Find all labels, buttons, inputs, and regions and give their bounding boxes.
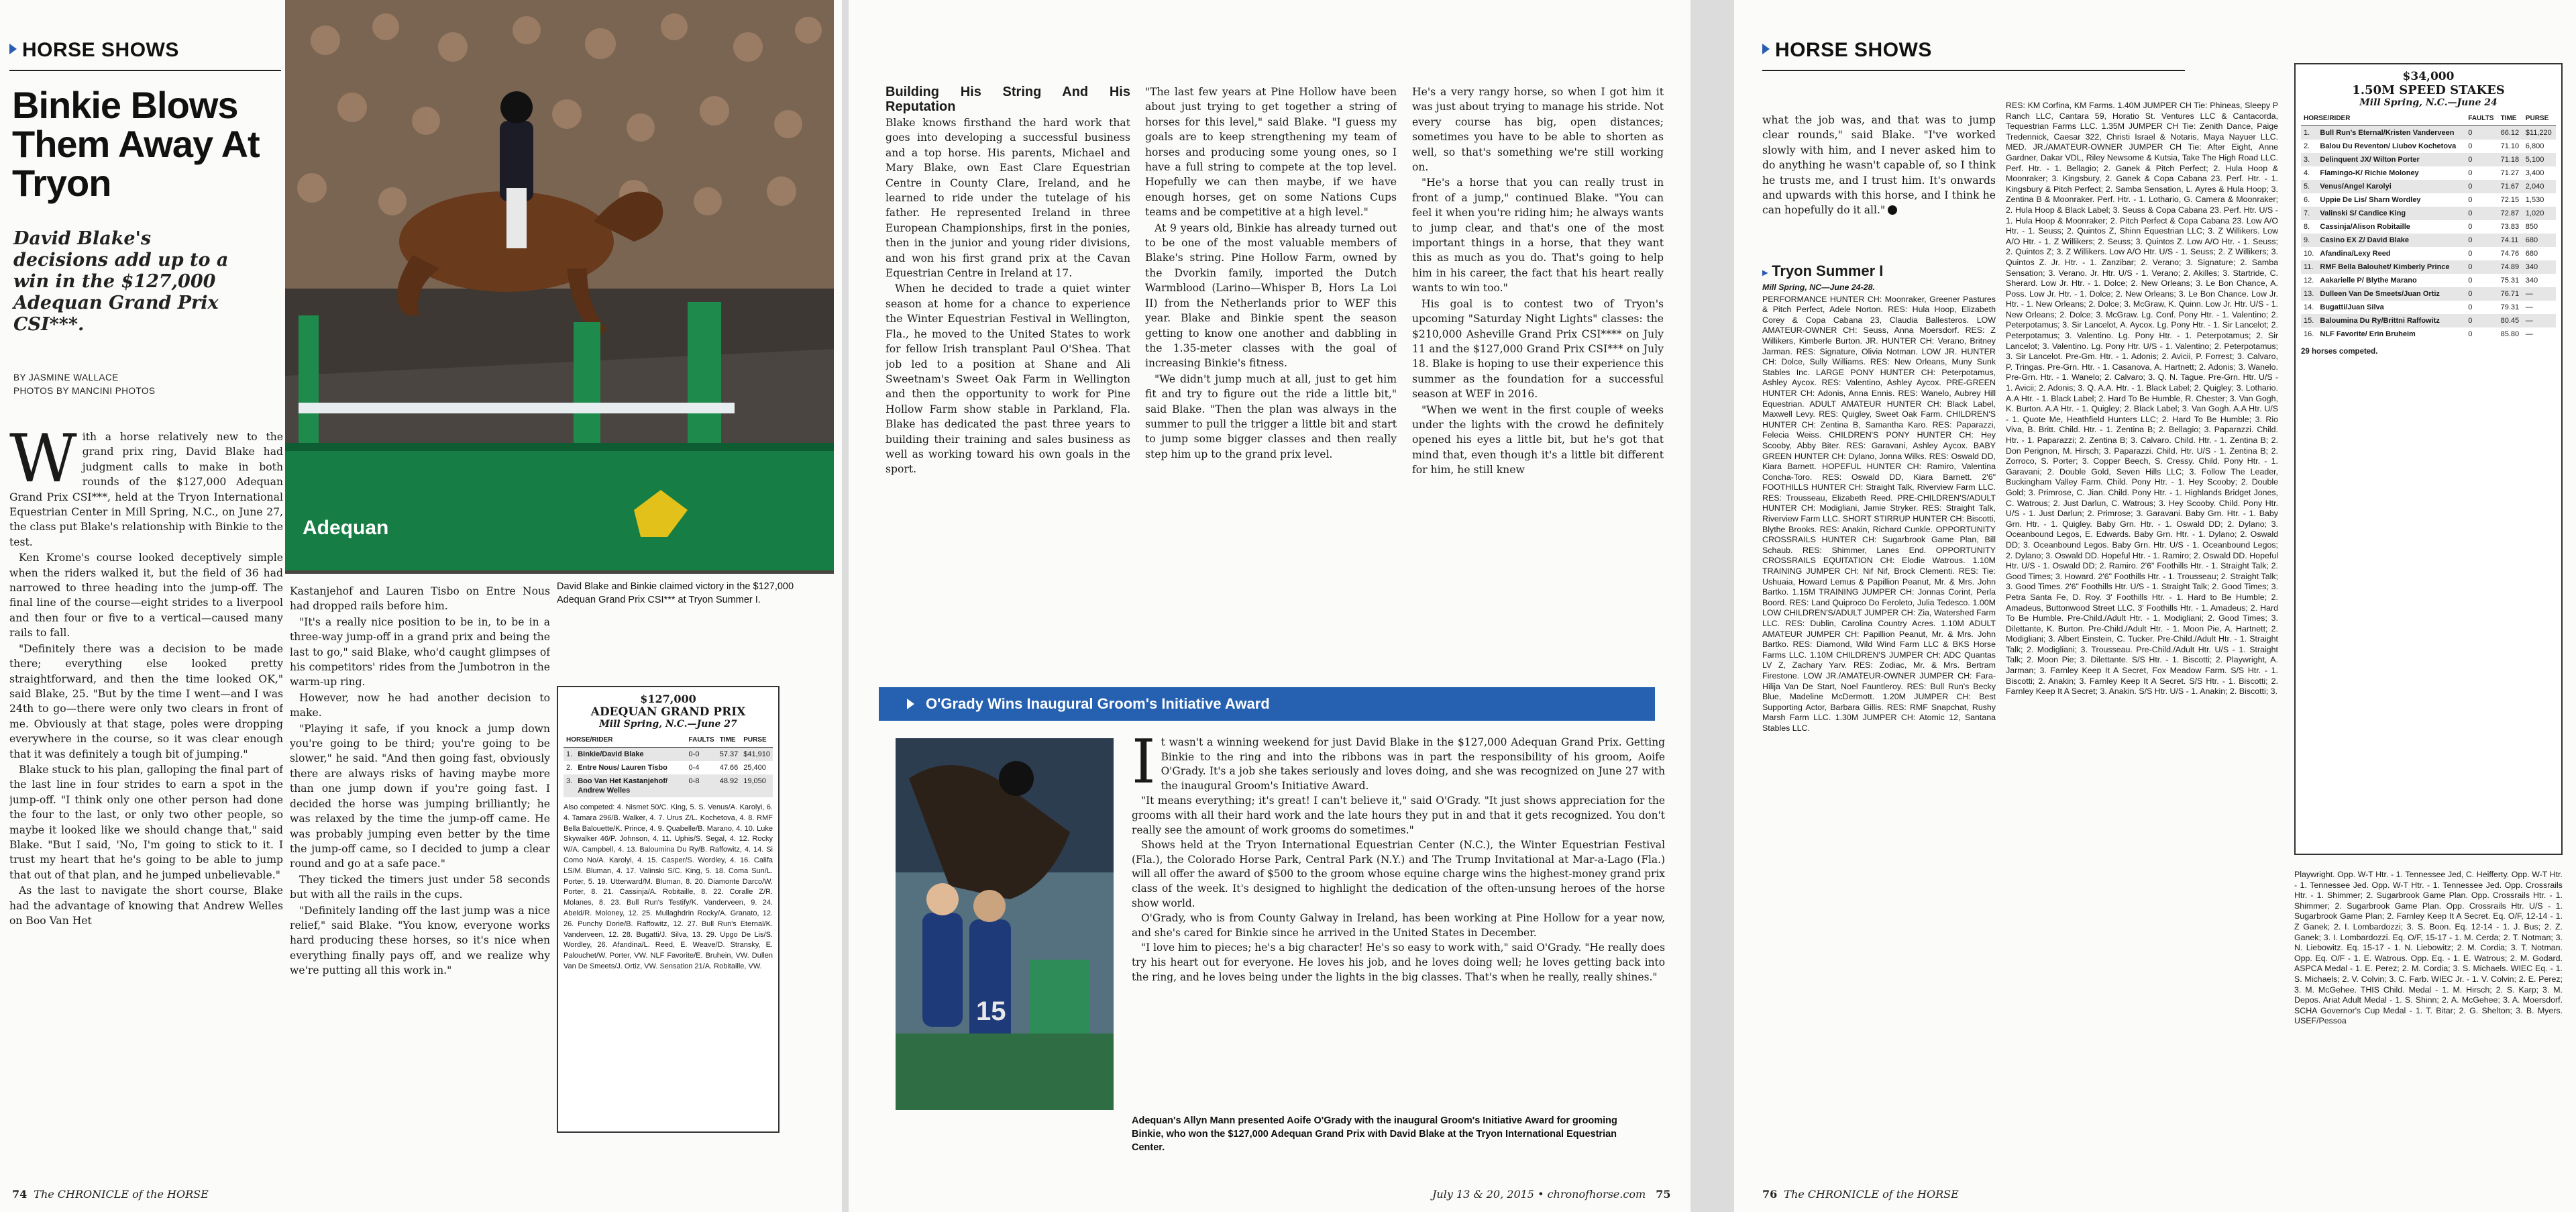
- paragraph: "We didn't jump much at all, just to get him fit and try to figure out the ride a little bit," said Blake. "Then the plan was always in the summer to pull the trigger a little bit and start to jump some bigger classes and then really step him up to the grand prix level.: [1145, 372, 1397, 460]
- results-column-3: [2294, 870, 2563, 1178]
- table-row: 14. Bugatti/Juan Silva 0 79.31 —: [2304, 303, 2533, 311]
- table-row: 12. Aakarielle P/ Blythe Marano 0 75.31 340: [2304, 276, 2538, 285]
- deck: David Blake's decisions add up to a win in the $127,000 Adequan Grand Prix CSI***.: [13, 228, 229, 335]
- also-competed: Also competed: 4. Nismet 50/C. King, 5. S. Venus/A. Karolyi, 6. 4. Tamara 296/B. Walker, 4. 7. Urus Z/L. Kochetova, 4. 8. RMF Bella Balouette/K. Prince, 4. 9. Quabelle/B. Marano, 4. 10. Luke Skywalker 46/P. Johnson, 4. 11. Uphis/S. Segal, 4. 12. Rocky W/A. Campbell, 4. 13. Baloumina Du Ry/B. Raffowitz, 4. 14. Si Como No/A. Karolyi, 4. 15. Casper/S. Wordley, 4. 16. Califa LS/M. Bluman, 4. 17. Valinski S/C. King, 5. 18. Coma Sun/L. Porter, 5. 19. Utterward/M. Bluman, 8. 20. Diamonte Darco/W. Porter, 8. 21. Cassinja/A. Robitaille, 8. 22. Coralle Z/R. Molanes, 8. 23. Bull Run's Testify/K. Vanderveen, 9. 24. Abeld/R. Moloney, 12. 25. Mullaghdrin Rocky/A. Granato, 12. 26. Punchy Dorie/B. Raffowitz, 12. 27. Bull Run's Eternal/K. Vanderveen, 12. 28. Bugatti/J. Silva, 13. 29. Upgo De Lis/S. Wordley, 26. Afandina/L. Reed, E. Weave/D. Stransky, E. Palouchet/W. Porter, VW. NLF Favorite/E. Bruhein, VW. Dullen Van De Smeets/J. Ortiz, VW. Sensation 21/A. Robitaille, VW.: [564, 803, 773, 970]
- paragraph: "Definitely there was a decision to be made there; everything else looked pretty straightforward, and then the time looked OK," said Blake, 25. "But by the time I went—and I was 24th to go—there were only two clears in front of me. Obviously at that stage, poles were dropping everywhere in the course, so it was clear enough that it was definitely a tough bit of jumping.": [9, 642, 283, 760]
- results-text: Playwright. Opp. W-T Htr. - 1. Tennessee Jed, C. Heifferty. Opp. W-T Htr. - 1. Tennessee Jed. Opp. W-T Htr. - 1. Tennessee Jed. Opp. Crossrails Htr. - 1. Shimmer; 2. Sugarbrook Game Plan. Opp. Crossrails Htr. - 1. Shimmer; 2. Sugarbrook Game Plan. Opp. Crossrails Htr. U/S - 1. Sugarbrook Game Plan; 2. Farnley Keep It A Secret. Eq. O/F, 12-14 - 1. Z Ganek; 2. I. Lombardozzi; 3. S. Boon. Eq. 12-14 - 1. J. Bus; 2. Z. Ganek; 3. I. Lombardozzi. Eq. O/F, 15-17 - 1. M. Cerda; 2. T. Notman; 3. N. Liebowitz. Eq. 15-17 - 1. N. Liebowitz; 2. M. Cordia; 3. T. Notman. Opp. Eq. O/F - 1. E. Watrous. Opp. Eq. - 1. E. Watrous; 2. M. Godard. ASPCA Medal - 1. E. Perez; 2. M. Cordia; 3. S. Michaels. WIEC Eq. - 1. S. Michaels; 2. V. Colvin; 3. C. Farb. WIEC Jr. - 1. V. Colvin; 2. E. Perez; 3. M. McGehee. THIS Child. Medal - 1. M. Hirsch; 2. S. Karp; 3. M. Depos. Ariat Adult Medal - 1. S. Shinn; 2. A. McGehee; 3. A. Moersdorf. SCHA Governor's Cup Medal - 1. T. Bitar; 2. G. Shelton; 3. B. Myers. USEF/Pessoa: [2294, 870, 2563, 1026]
- photo-caption: David Blake and Binkie claimed victory in the $127,000 Adequan Grand Prix CSI*** at Tryon Summer I.: [557, 581, 794, 605]
- dropcap: I: [1132, 736, 1156, 797]
- paragraph: Kastanjehof and Lauren Tisbo on Entre Nous had dropped rails before him.: [290, 585, 550, 613]
- table-row: 2. Balou Du Reventon/ Liubov Kochetova 0 71.10 6,800: [2304, 142, 2544, 150]
- table-row: 1. Bull Run's Eternal/Kristen Vanderveen 0 66.12 $11,220: [2301, 126, 2556, 140]
- article-column-2: [1145, 85, 1397, 742]
- section-label: HORSE SHOWS: [9, 39, 179, 62]
- story-conclusion: [1762, 113, 1996, 248]
- results-text: PERFORMANCE HUNTER CH: Moonraker, Greener Pastures & Pitch Perfect, Adele Norton. RES: Hula Hoop, Elizabeth Corey & Copa Cabana 23, Claudia Ballesteros. LOW AMATEUR-OWNER CH: Seuss, Anna Moersdorf. RES: Z Willikers, Kimberle Burton. JR. HUNTER CH: Verano, Britney Jarman. RES: Signature, Olivia Notman. LOW JR. HUNTER CH: Dolce, Sully Williams. RES: New Orleans, Muny Sunk Stables Inc. LARGE PONY HUNTER CH: Peterpotamus, Ashley Aycox. RES: Valentino, Ashley Aycox. PRE-GREEN HUNTER CH: Adonis, Anna Ennis. RES: Wanelo, Aubrey Hill Equestrian. ADULT AMATEUR HUNTER CH: Black Label, Maxwell Levy. RES: Quigley, Sweet Oak Farm. CHILDREN'S HUNTER CH: Zentina B, Samantha Karo. RES: Paparazzi, Felecia Weiss. CHILDREN'S PONY HUNTER CH: Hey Scooby, Abby Biter. RES: Garavani, Ashley Aycox. BABY GREEN HUNTER CH: Dylano, Jonna Wilks. RES: Oswald DD, Kiara Barnett. HOPEFUL HUNTER CH: Ramiro, Valentina Concha-Toro. RES: Oswald DD, Kiara Barnett. 2'6" FOOTHILLS HUNTER CH: Straight Talk, Riverview Farm LLC. RES: Trousseau, Elizabeth Reed. PRE-CHILDREN'S/ADULT HUNTER CH: Modigliani, Jamie Stryker. RES: Straight Talk, Riverview Farm LLC. SHORT STIRRUP HUNTER CH: Biscotti, Blythe Brooks. RES: Anakin, Richard Cunkle. OPPORTUNITY CROSSRAILS HUNTER CH: Sugarbrook Game Plan, Bill Schaub. RES: Shimmer, Lanes End. OPPORTUNITY CROSSRAILS EQUITATION CH: Elodie Watrous. 1.10M TRAINING JUMPER CH: Nif Nif, Brock Clementi. RES: Tie: Ushuaia, Howard Lemus & Papillion Peanut, Mr. & Mrs. John Bartko. 1.15M TRAINING JUMPER CH: Jonnas Corint, Perla Boord. RES: Land Quiproco Do Feroleto, Julia Tedesco. 1.00M LOW CHILDREN'S/ADULT JUMPER CH: Zia, Watershed Farm LLC. RES: Dublin, Carolina Country Acres. 1.10M ADULT AMATEUR JUMPER CH: Papillion Peanut, Mr. & Mrs. John Bartko. RES: Diamond, Wild Wind Farm LLC & BKS Horse Farms LLC. 1.10M CHILDREN'S JUMPER CH: ADC Quantas LV Z, Zachary Yarv. RES: Zodiac, Mr. & Mrs. Bertram Firestone. LOW JR./AMATEUR-OWNER JUMPER CH: Fara-Hilija Van De Start, Noel Fauntleroy. RES: Bull Run's Becky Blue, Madeline McDermott. 1.20M JUMPER CH: Best Supporting Actor, Barbara Gillis. RES: RMF Snapchat, Rushy Marsh Farm LLC. 1.30M JUMPER CH: Atomic 12, Santana Stables LLC.: [1762, 294, 1996, 733]
- results-title: ▸ Tryon Summer I: [1762, 262, 1884, 279]
- results-table: [564, 734, 773, 797]
- table-row: 9. Casino EX Z/ David Blake 0 74.11 680: [2301, 234, 2556, 247]
- article-column-1: [885, 85, 1130, 742]
- article-column-3: [1412, 85, 1664, 742]
- paragraph: "He's a horse that you can really trust in front of a jump," continued Blake. "You can feel it when you're riding him; he always wants to jump clear, and that's one of the most important things in a horse, that they want this as much as you do. That's going to help him in his career, the fact that his heart really wants to win too.": [1412, 176, 1664, 295]
- paragraph: what the job was, and that was to jump clear rounds," said Blake. "I've worked slowly with him, and I never asked him to do anything he wasn't capable of, so I think he trusts me, and I trust him. It's onwards and upwards with this horse, and I think he can hopefully do it all.": [1762, 114, 1996, 217]
- box-title: 1.50M SPEED STAKES: [2352, 83, 2505, 97]
- box-purse: $34,000: [2402, 70, 2455, 83]
- groom-award-photo: [896, 738, 1114, 1110]
- paragraph: "Playing it safe, if you knock a jump down you're going to be third; you're going to be slower," he said. "And then going fast, obviously there are always risks of having maybe more than one jump down if you're going fast. I decided the horse was jumping brilliantly; he was relaxed by the time the jump-off came. He was probably jumping even better by the time the jump-off came, so I decided to jump a clear round and go at a safe pace.": [290, 722, 550, 870]
- table-row: 2. Entre Nous/ Lauren Tisbo 0-4 47.66 25,400: [566, 764, 766, 772]
- paragraph: At 9 years old, Binkie has already turned out to be one of the most valuable members of Blake's string. Pine Hollow Farm, owned by the Dvorkin family, imported the Dutch Warmblood (Larino—Whisper B, Hors La Loi II) from the Netherlands prior to WEF this year. Blake and Binkie spent the season getting to know one another and dabbling in the 1.35-meter classes with the goal of increasing Binkie's fitness.: [1145, 221, 1397, 370]
- article-column-1: [9, 430, 283, 1188]
- lead-paragraph: With a horse relatively new to the grand prix ring, David Blake had judgment calls to make in both rounds of the $127,000 Adequan Grand Prix CSI***, held at the Tryon International Equestrian Center in Mill Spring, N.C., on June 27, the class put Blake's relationship with Binkie to the test.: [9, 430, 283, 548]
- results-column-1: [1762, 262, 1996, 1181]
- results-column-2: [2006, 101, 2278, 1181]
- paragraph: "I love him to pieces; he's a big character! He's so easy to work with," said O'Grady. "He really does try his heart out for everyone. He loves his job, and he loves doing well; he loves getting back into the ring, and he loves being under the lights in the big classes. That's when he really, really shines.": [1132, 942, 1665, 983]
- speed-results-table: [2301, 112, 2556, 341]
- byline-photos: PHOTOS BY MANCINI PHOTOS: [13, 386, 156, 396]
- paragraph: As the last to navigate the short course, Blake had the advantage of knowing that Andrew Welles on Boo Van Het: [9, 885, 283, 927]
- table-row: 6. Uppie De Lis/ Sharn Wordley 0 72.15 1,530: [2304, 196, 2544, 204]
- page-number: 74: [12, 1188, 28, 1201]
- table-row: 11. RMF Bella Balouhet/ Kimberly Prince 0 74.89 340: [2301, 260, 2556, 274]
- speed-stakes-box: [2294, 63, 2563, 855]
- page-number: 75: [1656, 1188, 1671, 1201]
- page-number: 76: [1762, 1188, 1778, 1201]
- paragraph: "It means everything; it's great! I can't believe it," said O'Grady. "It just shows appreciation for the grooms with all their hard work and the late hours they put in and that it gets recognized. You don't really see the amount of work grooms do sometimes.": [1132, 795, 1665, 836]
- table-row: 8. Cassinja/Alison Robitaille 0 73.83 850: [2304, 223, 2538, 231]
- folio: [1432, 1188, 1677, 1201]
- svg-text:15: 15: [976, 997, 1006, 1026]
- box-subtitle: Mill Spring, N.C.—June 27: [599, 719, 737, 729]
- folio: [12, 1188, 209, 1201]
- magazine-name: The CHRONICLE of the HORSE: [1784, 1188, 1959, 1201]
- table-row: 13. Dulleen Van De Smeets/Juan Ortiz 0 76.71 —: [2301, 287, 2556, 301]
- paragraph: They ticked the timers just under 58 seconds but with all the rails in the cups.: [290, 873, 550, 901]
- section-label: HORSE SHOWS: [1762, 39, 1932, 62]
- paragraph: "It's a really nice position to be in, to be in a three-way jump-off in a grand prix and being the last to go," said Blake, who'd caught glimpses of his competitors' rides from the Jumbotron in the warm-up ring.: [290, 615, 550, 689]
- box-purse: $127,000: [640, 693, 696, 705]
- table-row: 4. Flamingo-K/ Richie Moloney 0 71.27 3,400: [2304, 169, 2544, 177]
- folio: [1762, 1188, 1959, 1201]
- paragraph: Blake stuck to his plan, galloping the final part of the last line in four strides to earn a spot in the jump-off. "I think only one other person had done the four to the last, or only two other people, so maybe it looked like we should change that," said Blake. "But I said, 'No, I'm going to stick to it. I trust my heart that he's going to be able to jump that out of that plan, and he jumped unbelievable.": [9, 763, 283, 881]
- paragraph: His goal is to contest two of Tryon's upcoming "Saturday Night Lights" classes: the $210,000 Asheville Grand Prix CSI**** on July 11 and the $127,000 Grand Prix CSI*** on July 18. Blake is hoping to use their experience this summer as the foundation for a successful season at WEF in 2016.: [1412, 297, 1664, 401]
- table-row: 1. Binkie/David Blake 0-0 57.37 $41,910: [564, 748, 773, 762]
- sidebar-article: [1132, 736, 1665, 1109]
- box-subtitle: Mill Spring, N.C.—June 24: [2359, 97, 2498, 108]
- subhead: Building His String And His Reputation: [885, 85, 1130, 114]
- photo-illustration: [285, 0, 834, 574]
- grand-prix-results-box: [557, 686, 780, 1133]
- issue-date: July 13 & 20, 2015 • chronofhorse.com: [1432, 1188, 1646, 1201]
- headline: Binkie Blows Them Away At Tryon: [12, 84, 260, 204]
- table-row: 3. Boo Van Het Kastanjehof/ Andrew Welles 0-8 48.92 19,050: [564, 774, 773, 797]
- box-title: ADEQUAN GRAND PRIX: [590, 705, 746, 719]
- paragraph: "Definitely landing off the last jump was a nice relief," said Blake. "You know, everyone works hard producing these horses, so it's nice when everything finally pays off, and we realize why we're putting all this work in.": [290, 904, 550, 977]
- page-75: [849, 0, 1690, 1212]
- article-column-2: [290, 584, 550, 1188]
- table-header: HORSE/RIDER FAULTS TIME PURSE: [2301, 112, 2556, 126]
- dropcap: W: [9, 430, 77, 497]
- table-row: 7. Valinski S/ Candice King 0 72.87 1,020: [2301, 207, 2556, 220]
- table-row: 15. Baloumina Du Ry/Brittni Raffowitz 0 80.45 —: [2301, 314, 2556, 327]
- results-subtitle: Mill Spring, NC—June 24-28.: [1762, 283, 1875, 292]
- table-row: 5. Venus/Angel Karolyi 0 71.67 2,040: [2301, 180, 2556, 193]
- table-row: 3. Delinquent JX/ Wilton Porter 0 71.18 5,100: [2301, 153, 2556, 166]
- paragraph: Ken Krome's course looked deceptively simple when the riders walked it, but the field of 36 had narrowed to three heading into the jump-off. The final line of the course—eight strides to a liverpool and then four or five to a vertical—caused many rails to fall.: [9, 552, 283, 640]
- end-mark-icon: [1888, 205, 1897, 215]
- paragraph: When he decided to trade a quiet winter season at home for a chance to experience the Winter Equestrian Festival in Wellington, Fla., he moved to the United States to work for fellow Irish transplant Paul O'Shea. That job led to a position at Shane and Ali Sweetnam's Sweet Oak Farm in Wellington and then the opportunity to work for Pine Hollow Farm show stable in Parkland, Fla. Blake has dedicated the past three years to building their training and sales business as well as working toward his own goals in the sport.: [885, 283, 1130, 476]
- sidebar-banner: O'Grady Wins Inaugural Groom's Initiative Award: [879, 687, 1655, 721]
- table-row: 10. Afandina/Lexy Reed 0 74.76 680: [2304, 250, 2538, 258]
- paragraph: He's a very rangy horse, so when I got him it was just about trying to manage his stride. Not every course has big, open distances; sometimes you have to be able to shorten as well, so that's something we're still working on.: [1412, 86, 1664, 174]
- paragraph: However, now he had another decision to make.: [290, 691, 550, 719]
- table-header: HORSE/RIDER FAULTS TIME PURSE: [564, 734, 773, 748]
- table-row: 16. NLF Favorite/ Erin Bruheim 0 85.80 —: [2304, 330, 2533, 338]
- page-76: [1734, 0, 2576, 1212]
- section-rule: [9, 70, 281, 71]
- byline-writer: BY JASMINE WALLACE: [13, 372, 119, 383]
- box-note: 29 horses competed.: [2301, 348, 2378, 356]
- photo-illustration: [896, 738, 1114, 1110]
- paragraph: "When we went in the first couple of weeks under the lights with the crowd he definitely opened his eyes a little bit, but he's got that mind that, even though it's a little bit different for him, he still knew: [1412, 403, 1664, 476]
- sidebar-caption: Adequan's Allyn Mann presented Aoife O'Grady with the inaugural Groom's Initiative Award for grooming Binkie, who won the $127,000 Adequan Grand Prix with David Blake at the Tryon International Equestrian Center.: [1132, 1115, 1617, 1153]
- photo-banner-text: Adequan: [303, 517, 389, 539]
- paragraph: "The last few years at Pine Hollow have been about just trying to get together a string of horses for this level," said Blake. "I guess my goals are to keep strengthening my team of horses and producing some young ones, so I have a full string to compete at the top level. Hopefully we can then maybe, if we have enough horses, get on some Nations Cups teams and be competitive at a high level.": [1145, 86, 1397, 219]
- show-jumping-photo: [285, 0, 834, 574]
- results-text: RES: KM Corfina, KM Farms. 1.40M JUMPER CH Tie: Phineas, Sleepy P Ranch LLC, Cantara 59, Horatio St. Ventures LLC & Cantacorda, Tequestrian Farms LLC. 1.35M JUMPER CH Tie: Zenith Dance, Paige Tredennick, Caesar 322, Christi Israel & Notaris, Maya Nayuer LLC. MED. JR./AMATEUR-OWNER JUMPER CH Tie: After Eight, Anne Gardner, Dakar VDL, Riley Newsome & Kutsia, Take The High Road LLC. Perf. Htr. - 1. Bellagio; 2. Ganek & Pitch Perfect; 2. Hula Hoop & Moonraker; 3. Kingsbury, 2. Ganek & Copa Cabana 23. Perf. Htr. - 1. Kingsbury & Pitch Perfect; 2. Samba Sensation, L. Ayres & Hula Hoop; 3. Zentina B & Moonraker. Perf. Htr. - 1. Lothario, G. Camera & Moonraker; 2. Hula Hoop & Black Label; 3. Seuss & Copa Cabana 23. Perf. Htr. U/S - 1. Hula Hoop & Moonraker; 2. Pitch Perfect & Copa Cabana 23. Low A/O Htr. - 1. Seuss; 2. Quintos Z, Shinn Equestrian LLC; 3. Z Willikers. Low A/O Htr. - 1. Z Willikers; 2. Seuss; 3. Quintos Z. Low A/O Htr. - 1. Seuss; 2. Quintos Z; 3. Z Willikers. Low A/O Htr. U/S - 1. Seuss; 2. Z Willikers; 3. Quintos Z. Jr. Htr. - 1. Zanzibar; 2. Verano; 3. Signature; 2. Samba Sensation; 3. Verano. Jr. Htr. U/S - 1. Verano; 2. Akilles; 3. Startride, C. Sherard. Low Jr. Htr. - 1. Dolce; 2. New Orleans; 3. Le Bon Chance, A. Poss. Low Jr. Htr. - 1. Dolce; 2. New Orleans; 3. Le Bon Chance. Low Jr. Htr. - 1. New Orleans; 2. Dolce; 3. McGraw, K. Quinn. Low Jr. Htr. U/S - 1. New Orleans; 2. Dolce; 3. McGraw. Lg. Conf. Pony Htr. - 1. Valentino; 2. Peterpotamus; 3. Sir Lancelot, A. Aycox. Lg. Pony Htr. - 1. Sir Lancelot; 2. Peterpotamus; 3. Valentino. Lg. Pony Htr. - 1. Peterpotamus; 2. Sir Lancelot; 3. Valentino. Lg. Pony Htr. U/S - 1. Valentino; 2. Peterpotamus; 3. Sir Lancelot. Pre-Gm. Htr. - 1. Adonis; 2. Avicii, P. Forrest; 3. Calvaro, P. Tringas. Pre-Grn. Htr. - 1. Casanova, A. Hartnett; 2. Adonis; 3. Wanelo. Pre-Grn. Htr. - 1. Wanelo; 2. Calvaro; 3. Q. N. Tague. Pre-Grn. Htr. U/S - 1. Avicii; 2. Adonis; 3. Q. A.A. Htr. - 1. Black Label; 2. Quigley; 3. Lothario. A.A Htr. - 1. Black Label; 2. Hard To Be Humble, R. Chester; 3. Van Gogh, K. Burton. A.A Htr. - 1. Quigley; 2. Black Label; 3. Van Gogh. A.A Htr. U/S - 1. Quote Me, Heathfield Hunters LLC; 2. Hard To Be Humble; 3. Rio Viva, B. Britt. Child. Htr. - 1. Zentina B; 2. Bellagio; 3. Paparazzi. Child. Htr. - 1. Paparazzi; 2. Zentina B; 3. Calvaro. Child. Htr. - 1. Zentina B; 2. Don Perignon, M. Hirsch; 3. Paparazzi. Child. Htr. U/S - 1. Zentina B; 2. Zorroco, S. Porter; 3. Copper Beech, S. Cressy. Child. Pony Htr. - 1. Garavani; 2. Double Gold, Seven Hills LLC; 3. Follow The Leader, Buckingham Valley Farm. Child. Pony Htr. - 1. Hey Scooby; 2. Double Gold; 3. Primrose, C. Jian. Child. Pony Htr. - 1. Highlands Bridget Jones, C. Watrous; 2. Just Darlun, C. Watrous; 3. Hey Scooby. Child. Pony Htr. U/S - 1. Just Darlun; 2. Primrose; 3. Garavani. Baby Grn. Htr. - 1. Baby Grn. Htr. - 1. Quigley. Baby Grn. Htr. - 1. Oswald DD; 2. Dylano; 3. Oceanbound Legos, E. Edwards. Baby Grn. Htr. - 1. Dylano; 2. Oswald DD; 3. Oceanbound Legos. Baby Grn. Htr. U/S - 1. Oceanbound Legos; 2. Dylano; 3. Oswald DD. Hopeful Htr. - 1. Ramiro; 2. Oswald DD. Hopeful Htr. U/S - 1. Oswald DD; 2. Ramiro. 2'6" Foothills Htr. - 1. Straight Talk; 2. Good Times; 3. Howard. 2'6" Foothills Htr. - 1. Trousseau; 2. Straight Talk; 3. Good Times. 2'6" Foothills Htr. U/S - 1. Straight Talk; 2. Good Times; 3. Petra Santa Fe, D. Roy. 3' Foothills Htr. - 1. Hard to Be Humble; 2. Amadeus, Buttonwood Street LLC. 3' Foothills Htr. - 1. Amadeus; 2. Hard To Be Humble. Pre-Child./Adult Htr. - 1. Modigliani; 2. Good Times; 3. Dilettante, K. Burton. Pre-Child./Adult Htr. - 1. Moon Pie, A. Hartnett; 2. Modigliani; 3. Albert Einstein, C. Tucker. Pre-Child./Adult Htr. - 1. Straight Talk; 2. Modigliani; 3. Trousseau. Pre-Child./Adult Htr. U/S - 1. Straight Talk; 2. Moon Pie; 3. Dilettante. S/S Htr. - 1. Biscotti; 2. Playwright, A. Jarman; 3. Farnley Keep It A Secret, Fox Meadow Farm. S/S Htr. - 1. Biscotti; 2. Anakin; 3. Farnley Keep It A Secret. S/S Htr. - 1. Biscotti; 2. Farnley Keep It A Secret; 3. Anakin. S/S Htr. U/S - 1. Anakin; 2. Biscotti; 3.: [2006, 101, 2278, 697]
- paragraph: Blake knows firsthand the hard work that goes into developing a successful business and a top horse. His parents, Michael and Mary Blake, own East Clare Equestrian Centre in County Clare, Ireland, and he learned to ride under the tutelage of his father. He represented Ireland in three European Championships, first in the ponies, then in the junior and young rider divisions, and won his first grand prix at the Cavan Equestrian Centre in Ireland at 17.: [885, 117, 1130, 280]
- page-74: [0, 0, 842, 1212]
- sidebar-lead: It wasn't a winning weekend for just David Blake in the $127,000 Adequan Grand Prix. Getting Binkie to the ring and into the ribbons was in part the responsibility of his groom, Aoife O'Grady. It's a job she takes seriously and loves doing, and she was recognized on June 27 with the inaugural Groom's Initiative Award.: [1132, 736, 1665, 797]
- magazine-name: The CHRONICLE of the HORSE: [34, 1188, 209, 1201]
- paragraph: Shows held at the Tryon International Equestrian Center (N.C.), the Winter Equestrian Festival (Fla.), the Colorado Horse Park, Central Park (N.Y.) and The Trump Invitational at Mar-a-Lago (Fla.) will all offer the award of $500 to the groom whose equine charge wins the highest-money grand prix class of the week. It's designed to highlight the dedication of the often-unsung heroes of the horse show world.: [1132, 839, 1665, 909]
- paragraph: O'Grady, who is from County Galway in Ireland, has been working at Pine Hollow for a year now, and she's cared for Binkie since he arrived in the United States in December.: [1132, 912, 1665, 939]
- section-rule: [1762, 70, 2185, 71]
